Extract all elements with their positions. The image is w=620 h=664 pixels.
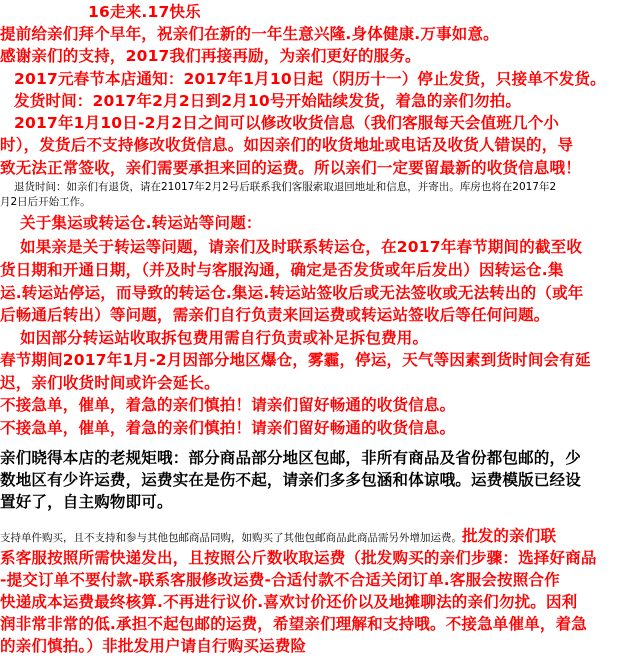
wholesale-line-3: 快递成本运费最终核算.不再进行议价.喜欢讨价还价以及地摊聊法的亲们勿扰。因利 [0, 593, 578, 611]
info-change-line-2: 时），发货后不支持修改收货信息。如因亲们的收货地址或电话及收货人错误的，导 [0, 136, 574, 154]
wholesale-line-5: 的亲们慎拍。）非批发用户请自行购买运费险 [0, 637, 307, 655]
wholesale-line-0 [0, 526, 556, 548]
return-note-line-1: 退货时间：如亲们有退货，请在21017年2月2号后联系我们客服索取退回地址和信息，并寄出。库房也将在2017年2 [14, 181, 557, 193]
transfer-heading: 关于集运或转运仓.转运站等问题： [20, 214, 262, 232]
single-purchase-note: 支持单件购买，且不支持和参与其他包邮商品同购，如购买了其他包邮商品此商品需另外增加运费。 [0, 532, 462, 544]
delay-line-1: 春节期间2017年1月-2月因部分地区爆仓，雾霾，停运，天气等因素到货时间会有延 [0, 351, 591, 369]
no-rush-line-1: 不接急单，催单，着急的亲们慎拍！请亲们留好畅通的收货信息。 [0, 396, 456, 414]
greeting-line: 提前给亲们拜个早年，祝亲们在新的一年生意兴隆.身体健康.万事如意。 [0, 25, 499, 43]
delay-line-2: 迟，亲们收货时间或许会延长。 [0, 374, 220, 392]
info-change-line-3: 致无法正常签收，亲们需要承担来回的运费。所以亲们一定要留最新的收货信息哦！ [0, 159, 581, 177]
shipping-resume-line: 发货时间：2017年2月2日到2月10号开始陆续发货，着急的亲们勿拍。 [14, 92, 522, 110]
wholesale-line-1: 系客服按照所需快递发出，且按照公斤数收取运费（批发购买的亲们步骤：选择好商品 [0, 549, 597, 567]
transfer-line-1: 如果亲是关于转运等问题，请亲们及时联系转运仓，在2017年春节期间的截至收 [20, 238, 583, 256]
wholesale-line-2: -提交订单不要付款-联系客服修改运费-合适付款不合适关闭订单.客服会按照合作 [0, 571, 560, 589]
rules-line-3: 置好了，自主购物即可。 [0, 493, 173, 511]
wholesale-intro: 批发的亲们联 [462, 527, 557, 545]
rules-line-1: 亲们晓得本店的老规矩哦：部分商品部分地区包邮，非所有商品及省份都包邮的，少 [0, 449, 581, 467]
info-change-line-1: 2017年1月10日-2月2日之间可以修改收货信息（我们客服每天会值班几个小 [14, 114, 560, 132]
transfer-line-3: 运.转运站停运，而导致的转运仓.集运.转运站签收后或无法签收或无法转出的（或年 [0, 284, 584, 302]
transfer-line-2: 货日期和开通日期，（并及时与客服沟通，确定是否发货或年后发出）因转运仓.集 [0, 261, 564, 279]
unpack-fee-line: 如因部分转运站收取拆包费用需自行负责或补足拆包费用。 [20, 329, 429, 347]
return-note-line-2: 月2日后开始工作。 [0, 196, 91, 208]
headline: 16走来.17快乐 [88, 3, 201, 21]
thanks-line: 感谢亲们的支持，2017我们再接再励，为亲们更好的服务。 [0, 47, 421, 65]
no-rush-line-2: 不接急单，催单，着急的亲们慎拍！请亲们留好畅通的收货信息。 [0, 419, 456, 437]
transfer-line-4: 后畅通后转出）等问题，需亲们自行负责来回运费或转运站签收后等任何问题。 [0, 306, 550, 324]
shipping-stop-line: 2017元春节本店通知：2017年1月10日起（阴历十一）停止发货，只接单不发货。 [14, 70, 606, 88]
rules-line-2: 数地区有少许运费，运费实在是伤不起，请亲们多多包涵和体谅哦。运费模版已经设 [0, 471, 581, 489]
wholesale-line-4: 润非常非常的低.承担不起包邮的运费，希望亲们理解和支持哦。不接急单催单，着急 [0, 615, 587, 633]
